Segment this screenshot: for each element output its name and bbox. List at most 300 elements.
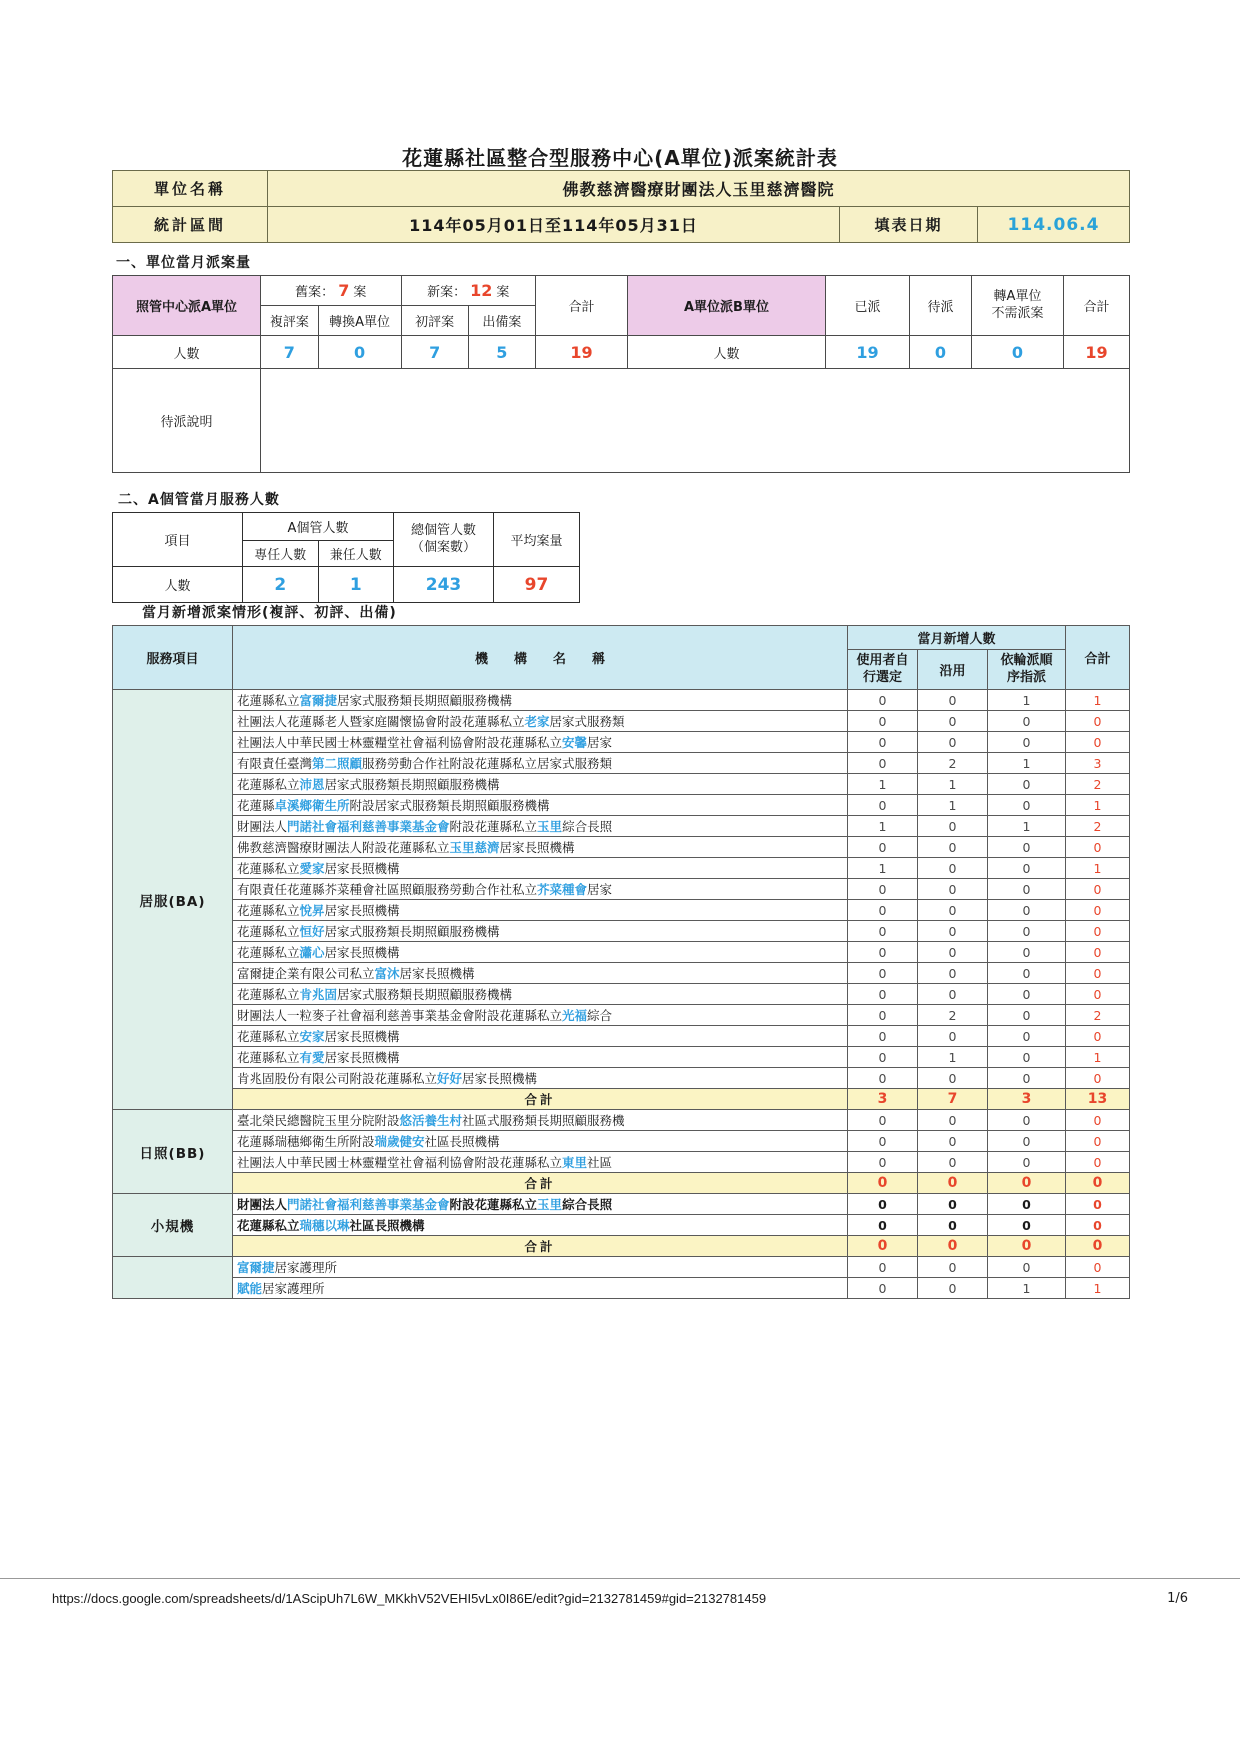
service-category-cell: 日照(BB) bbox=[113, 1110, 233, 1194]
count-rotation: 0 bbox=[988, 1026, 1066, 1047]
s1-note-value bbox=[261, 369, 1130, 473]
count-self-selected: 0 bbox=[848, 837, 918, 858]
subtotal-label: 合計 bbox=[233, 1089, 848, 1110]
count-continued: 1 bbox=[918, 795, 988, 816]
s1-total-label: 合計 bbox=[536, 276, 628, 336]
subtotal-label: 合計 bbox=[233, 1236, 848, 1257]
table-row bbox=[113, 879, 1130, 900]
count-total: 0 bbox=[1066, 879, 1130, 900]
count-rotation: 0 bbox=[988, 1257, 1066, 1278]
count-total: 0 bbox=[1066, 963, 1130, 984]
institution-name-text: 綜合長照 bbox=[562, 1197, 613, 1212]
institution-name-text: 居家 bbox=[587, 882, 613, 897]
table-header bbox=[113, 626, 1130, 690]
count-rotation: 0 bbox=[988, 837, 1066, 858]
count-continued: 0 bbox=[918, 1110, 988, 1131]
count-total: 0 bbox=[1066, 1026, 1130, 1047]
count-self-selected: 0 bbox=[848, 795, 918, 816]
count-continued: 0 bbox=[918, 858, 988, 879]
count-continued: 0 bbox=[918, 984, 988, 1005]
institution-name-text: 居家式服務類長期照顧服務機構 bbox=[324, 777, 500, 792]
table-row bbox=[113, 513, 580, 541]
table-row bbox=[113, 1131, 1130, 1152]
institution-name-cell bbox=[233, 1152, 848, 1173]
col-institution-name: 機 構 名 稱 bbox=[233, 626, 848, 690]
count-rotation: 0 bbox=[988, 1110, 1066, 1131]
s2-total-manager-line2: （個案數） bbox=[410, 539, 476, 555]
institution-name-highlight: 玉里 bbox=[537, 1197, 563, 1212]
count-total: 1 bbox=[1066, 690, 1130, 711]
s1-old-case-count: 7 bbox=[338, 281, 350, 300]
institution-name-text: 社區式服務類長期照顧服務機 bbox=[462, 1113, 625, 1128]
count-continued: 1 bbox=[918, 1047, 988, 1068]
count-self-selected: 0 bbox=[848, 921, 918, 942]
institution-name-text: 花蓮縣私立 bbox=[237, 903, 300, 918]
institution-name-highlight: 悅昇 bbox=[299, 903, 325, 918]
count-rotation: 0 bbox=[988, 921, 1066, 942]
institution-name-highlight: 沛恩 bbox=[299, 777, 325, 792]
subtotal-cont: 7 bbox=[918, 1089, 988, 1110]
count-self-selected: 0 bbox=[848, 1278, 918, 1299]
institution-name-cell bbox=[233, 942, 848, 963]
count-continued: 0 bbox=[918, 837, 988, 858]
count-rotation: 0 bbox=[988, 963, 1066, 984]
institution-name-cell bbox=[233, 1194, 848, 1215]
service-category-cell bbox=[113, 1257, 233, 1299]
institution-name-text: 社區長照機構 bbox=[424, 1134, 500, 1149]
count-continued: 0 bbox=[918, 1131, 988, 1152]
institution-name-cell bbox=[233, 1110, 848, 1131]
subtotal-total: 13 bbox=[1066, 1089, 1130, 1110]
institution-name-text: 社區長照機構 bbox=[349, 1218, 425, 1233]
table-row bbox=[113, 626, 1130, 650]
count-total: 0 bbox=[1066, 732, 1130, 753]
count-total: 0 bbox=[1066, 1068, 1130, 1089]
institution-name-text: 綜合長照 bbox=[562, 819, 613, 834]
count-rotation: 0 bbox=[988, 984, 1066, 1005]
page-footer bbox=[0, 1578, 1240, 1606]
s2-avg-label: 平均案量 bbox=[494, 513, 580, 567]
s1-subheader-0: 複評案 bbox=[261, 306, 319, 336]
count-total: 1 bbox=[1066, 1278, 1130, 1299]
count-total: 1 bbox=[1066, 858, 1130, 879]
count-continued: 0 bbox=[918, 711, 988, 732]
institution-name-cell bbox=[233, 774, 848, 795]
institution-name-highlight: 玉里 bbox=[537, 819, 563, 834]
count-total: 2 bbox=[1066, 816, 1130, 837]
institution-name-cell bbox=[233, 1215, 848, 1236]
count-self-selected: 0 bbox=[848, 1215, 918, 1236]
s1-b-value-1: 0 bbox=[910, 336, 972, 369]
institution-name-text: 花蓮縣私立 bbox=[237, 987, 300, 1002]
count-total: 0 bbox=[1066, 900, 1130, 921]
col-continued: 沿用 bbox=[918, 650, 988, 690]
count-rotation: 0 bbox=[988, 1047, 1066, 1068]
table-row bbox=[113, 1110, 1130, 1131]
count-total: 2 bbox=[1066, 774, 1130, 795]
count-continued: 1 bbox=[918, 774, 988, 795]
count-self-selected: 0 bbox=[848, 1026, 918, 1047]
count-continued: 0 bbox=[918, 1215, 988, 1236]
institution-name-cell bbox=[233, 900, 848, 921]
period-value: 114年05月01日至114年05月31日 bbox=[268, 207, 840, 243]
count-rotation: 0 bbox=[988, 732, 1066, 753]
table-row bbox=[113, 171, 1130, 207]
s1-value-3: 5 bbox=[468, 336, 535, 369]
subtotal-total: 0 bbox=[1066, 1236, 1130, 1257]
institution-name-highlight: 肯兆固 bbox=[299, 987, 338, 1002]
col-group-new-count: 當月新增人數 bbox=[848, 626, 1066, 650]
count-total: 0 bbox=[1066, 1257, 1130, 1278]
count-self-selected: 0 bbox=[848, 1194, 918, 1215]
table-row-subtotal bbox=[113, 1089, 1130, 1110]
institution-name-cell bbox=[233, 690, 848, 711]
count-rotation: 0 bbox=[988, 795, 1066, 816]
institution-name-cell bbox=[233, 1278, 848, 1299]
s2-fulltime-value: 2 bbox=[243, 567, 319, 603]
col-self-line2: 行選定 bbox=[862, 669, 902, 685]
col-rotation-assigned bbox=[988, 650, 1066, 690]
s1-transfer-label bbox=[972, 276, 1064, 336]
institution-name-text: 附設居家式服務類長期照顧服務機構 bbox=[349, 798, 550, 813]
institution-name-highlight: 瀟心 bbox=[299, 945, 325, 960]
s2-a-manager-label: A個管人數 bbox=[243, 513, 394, 541]
source-url: https://docs.google.com/spreadsheets/d/1AScipUh7L6W_MKkhV52VEHI5vLx0I86E/edit?gid=2132781459#gid=2132781459 bbox=[52, 1591, 767, 1606]
s1-subheader-3: 出備案 bbox=[468, 306, 535, 336]
institution-name-text: 社團法人花蓮縣老人暨家庭關懷協會附設花蓮縣私立 bbox=[237, 714, 525, 729]
institution-name-highlight: 安馨 bbox=[562, 735, 588, 750]
count-continued: 0 bbox=[918, 942, 988, 963]
s1-b-value-0: 19 bbox=[826, 336, 910, 369]
dispatch-detail-table bbox=[112, 625, 1130, 1299]
table-row bbox=[113, 690, 1130, 711]
institution-name-text: 居家式服務類長期照顧服務機構 bbox=[324, 924, 500, 939]
table-row bbox=[113, 1257, 1130, 1278]
col-rotation-line1: 依輪派順 bbox=[1000, 653, 1053, 669]
table-row bbox=[113, 1215, 1130, 1236]
institution-name-text: 有限責任臺灣 bbox=[237, 756, 313, 771]
section1-table bbox=[112, 275, 1130, 473]
institution-name-text: 財團法人 bbox=[237, 819, 288, 834]
s2-total-manager-label bbox=[394, 513, 494, 567]
institution-name-cell bbox=[233, 1005, 848, 1026]
table-row bbox=[113, 774, 1130, 795]
institution-name-highlight: 好好 bbox=[437, 1071, 463, 1086]
institution-name-cell bbox=[233, 816, 848, 837]
count-continued: 0 bbox=[918, 1257, 988, 1278]
s1-b-total-label: 合計 bbox=[1064, 276, 1130, 336]
count-total: 3 bbox=[1066, 753, 1130, 774]
table-row bbox=[113, 1047, 1130, 1068]
table-row bbox=[113, 1152, 1130, 1173]
count-total: 0 bbox=[1066, 942, 1130, 963]
count-total: 0 bbox=[1066, 984, 1130, 1005]
s2-parttime-label: 兼任人數 bbox=[318, 541, 394, 567]
count-self-selected: 0 bbox=[848, 1257, 918, 1278]
count-rotation: 0 bbox=[988, 879, 1066, 900]
institution-name-cell bbox=[233, 1257, 848, 1278]
count-continued: 0 bbox=[918, 816, 988, 837]
count-rotation: 0 bbox=[988, 1215, 1066, 1236]
table-row bbox=[113, 900, 1130, 921]
table-row bbox=[113, 816, 1130, 837]
count-continued: 2 bbox=[918, 753, 988, 774]
s2-item-label: 項目 bbox=[113, 513, 243, 567]
count-self-selected: 1 bbox=[848, 816, 918, 837]
institution-name-highlight: 瑞穗以琳 bbox=[299, 1218, 350, 1233]
institution-name-text: 社團法人中華民國士林靈糧堂社會福利協會附設花蓮縣私立 bbox=[237, 735, 563, 750]
count-self-selected: 0 bbox=[848, 732, 918, 753]
s1-value-0: 7 bbox=[261, 336, 319, 369]
institution-name-text: 居家 bbox=[587, 735, 613, 750]
period-label: 統計區間 bbox=[113, 207, 268, 243]
count-rotation: 0 bbox=[988, 858, 1066, 879]
count-continued: 0 bbox=[918, 879, 988, 900]
table-row bbox=[113, 795, 1130, 816]
count-continued: 0 bbox=[918, 963, 988, 984]
institution-name-highlight: 賦能 bbox=[237, 1281, 263, 1296]
s1-value-1: 0 bbox=[318, 336, 401, 369]
count-rotation: 0 bbox=[988, 1194, 1066, 1215]
count-self-selected: 1 bbox=[848, 858, 918, 879]
institution-name-cell bbox=[233, 879, 848, 900]
s1-transfer-label-line2: 不需派案 bbox=[991, 305, 1044, 321]
institution-name-text: 附設花蓮縣私立 bbox=[449, 819, 538, 834]
count-rotation: 1 bbox=[988, 1278, 1066, 1299]
institution-name-text: 社團法人中華民國士林靈糧堂社會福利協會附設花蓮縣私立 bbox=[237, 1155, 563, 1170]
institution-name-highlight: 恒好 bbox=[299, 924, 325, 939]
count-total: 0 bbox=[1066, 1110, 1130, 1131]
table-row bbox=[113, 1026, 1130, 1047]
institution-name-text: 肯兆固股份有限公司附設花蓮縣私立 bbox=[237, 1071, 438, 1086]
subtotal-label: 合計 bbox=[233, 1173, 848, 1194]
institution-name-text: 居家護理所 bbox=[262, 1281, 325, 1296]
table-row bbox=[113, 567, 580, 603]
table-row bbox=[113, 753, 1130, 774]
institution-name-cell bbox=[233, 837, 848, 858]
institution-name-cell bbox=[233, 795, 848, 816]
count-self-selected: 0 bbox=[848, 753, 918, 774]
count-total: 2 bbox=[1066, 1005, 1130, 1026]
table-row bbox=[113, 1005, 1130, 1026]
subtotal-cont: 0 bbox=[918, 1173, 988, 1194]
count-rotation: 1 bbox=[988, 690, 1066, 711]
table-row bbox=[113, 207, 1130, 243]
section3-caption: 當月新增派案情形(複評、初評、出備) bbox=[142, 605, 397, 621]
s1-pending-label: 待派 bbox=[910, 276, 972, 336]
institution-name-text: 花蓮縣私立 bbox=[237, 1029, 300, 1044]
table-row bbox=[113, 369, 1130, 473]
institution-name-highlight: 芥菜種會 bbox=[537, 882, 588, 897]
count-self-selected: 0 bbox=[848, 711, 918, 732]
institution-name-text: 花蓮縣私立 bbox=[237, 777, 300, 792]
table-row-subtotal bbox=[113, 1236, 1130, 1257]
s1-value-2: 7 bbox=[401, 336, 468, 369]
institution-name-text: 花蓮縣私立 bbox=[237, 945, 300, 960]
institution-name-highlight: 有愛 bbox=[299, 1050, 325, 1065]
institution-name-cell bbox=[233, 753, 848, 774]
s1-dispatched-label: 已派 bbox=[826, 276, 910, 336]
institution-name-text: 居家長照機構 bbox=[399, 966, 475, 981]
table-row-subtotal bbox=[113, 1173, 1130, 1194]
count-continued: 0 bbox=[918, 921, 988, 942]
table-row bbox=[113, 1278, 1130, 1299]
institution-name-text: 居家長照機構 bbox=[324, 1029, 400, 1044]
table-row bbox=[113, 963, 1130, 984]
count-self-selected: 0 bbox=[848, 1131, 918, 1152]
institution-name-text: 附設花蓮縣私立 bbox=[449, 1197, 538, 1212]
page-number: 1/6 bbox=[1167, 1591, 1188, 1606]
count-continued: 0 bbox=[918, 1026, 988, 1047]
col-self-line1: 使用者自 bbox=[856, 653, 909, 669]
institution-name-text: 花蓮縣私立 bbox=[237, 693, 300, 708]
unit-name-value: 佛教慈濟醫療財團法人玉里慈濟醫院 bbox=[268, 171, 1130, 207]
s1-subheader-1: 轉換A單位 bbox=[318, 306, 401, 336]
count-self-selected: 0 bbox=[848, 1047, 918, 1068]
s2-avg-cases-value: 97 bbox=[494, 567, 580, 603]
institution-name-text: 花蓮縣 bbox=[237, 798, 275, 813]
count-self-selected: 0 bbox=[848, 1152, 918, 1173]
count-rotation: 1 bbox=[988, 816, 1066, 837]
table-row bbox=[113, 942, 1130, 963]
institution-name-text: 居家式服務類 bbox=[549, 714, 625, 729]
count-continued: 0 bbox=[918, 1068, 988, 1089]
count-self-selected: 0 bbox=[848, 1068, 918, 1089]
s1-old-case-unit: 案 bbox=[353, 285, 367, 300]
count-total: 0 bbox=[1066, 1215, 1130, 1236]
institution-name-cell bbox=[233, 711, 848, 732]
s1-b-unit-label: A單位派B單位 bbox=[628, 276, 826, 336]
institution-name-highlight: 愛家 bbox=[299, 861, 325, 876]
page-title: 花蓮縣社區整合型服務中心(A單位)派案統計表 bbox=[402, 146, 838, 170]
count-rotation: 0 bbox=[988, 1152, 1066, 1173]
count-total: 1 bbox=[1066, 1047, 1130, 1068]
institution-name-text: 服務勞動合作社附設花蓮縣私立居家式服務類 bbox=[362, 756, 613, 771]
institution-name-text: 居家長照機構 bbox=[324, 903, 400, 918]
institution-name-text: 有限責任花蓮縣芥菜種會社區照顧服務勞動合作社私立 bbox=[237, 882, 538, 897]
s1-old-case-cell bbox=[261, 276, 402, 306]
s2-total-cases-value: 243 bbox=[394, 567, 494, 603]
count-continued: 0 bbox=[918, 1278, 988, 1299]
count-continued: 0 bbox=[918, 690, 988, 711]
section1-caption: 一、單位當月派案量 bbox=[116, 255, 251, 271]
count-continued: 0 bbox=[918, 900, 988, 921]
institution-name-highlight: 富沐 bbox=[374, 966, 400, 981]
s1-note-label: 待派說明 bbox=[113, 369, 261, 473]
s2-parttime-value: 1 bbox=[318, 567, 394, 603]
count-continued: 2 bbox=[918, 1005, 988, 1026]
count-rotation: 0 bbox=[988, 711, 1066, 732]
institution-name-highlight: 東里 bbox=[562, 1155, 588, 1170]
institution-name-highlight: 安家 bbox=[299, 1029, 325, 1044]
count-total: 0 bbox=[1066, 1152, 1130, 1173]
institution-name-highlight: 門諾社會福利慈善事業基金會 bbox=[287, 1197, 450, 1212]
s1-b-total-value: 19 bbox=[1064, 336, 1130, 369]
s1-total-value: 19 bbox=[536, 336, 628, 369]
document-header-table bbox=[112, 170, 1130, 243]
table-body bbox=[113, 690, 1130, 1299]
count-self-selected: 0 bbox=[848, 690, 918, 711]
institution-name-highlight: 富爾捷 bbox=[299, 693, 338, 708]
institution-name-cell bbox=[233, 921, 848, 942]
count-total: 1 bbox=[1066, 795, 1130, 816]
table-row bbox=[113, 1194, 1130, 1215]
service-category-cell: 小規機 bbox=[113, 1194, 233, 1257]
institution-name-text: 居家長照機構 bbox=[324, 945, 400, 960]
institution-name-cell bbox=[233, 858, 848, 879]
institution-name-cell bbox=[233, 1026, 848, 1047]
count-rotation: 0 bbox=[988, 1068, 1066, 1089]
subtotal-rot: 0 bbox=[988, 1236, 1066, 1257]
count-total: 0 bbox=[1066, 837, 1130, 858]
table-row bbox=[113, 336, 1130, 369]
count-total: 0 bbox=[1066, 711, 1130, 732]
institution-name-text: 綜合 bbox=[587, 1008, 613, 1023]
institution-name-cell bbox=[233, 1131, 848, 1152]
institution-name-highlight: 光福 bbox=[562, 1008, 588, 1023]
institution-name-highlight: 悠活養生村 bbox=[399, 1113, 463, 1128]
institution-name-cell bbox=[233, 963, 848, 984]
table-row bbox=[113, 921, 1130, 942]
institution-name-text: 居家護理所 bbox=[274, 1260, 338, 1275]
s1-new-case-count: 12 bbox=[470, 281, 493, 300]
count-rotation: 0 bbox=[988, 900, 1066, 921]
table-row bbox=[113, 276, 1130, 306]
fill-date-value: 114.06.4 bbox=[978, 207, 1130, 243]
section2-caption: 二、A個管當月服務人數 bbox=[118, 492, 280, 508]
institution-name-text: 居家長照機構 bbox=[324, 861, 400, 876]
institution-name-highlight: 門諾社會福利慈善事業基金會 bbox=[287, 819, 450, 834]
count-rotation: 1 bbox=[988, 753, 1066, 774]
institution-name-text: 花蓮縣私立 bbox=[237, 1050, 300, 1065]
institution-name-highlight: 玉里慈濟 bbox=[449, 840, 500, 855]
institution-name-cell bbox=[233, 1068, 848, 1089]
col-service-item: 服務項目 bbox=[113, 626, 233, 690]
s1-b-value-2: 0 bbox=[972, 336, 1064, 369]
institution-name-cell bbox=[233, 732, 848, 753]
s1-new-case-cell bbox=[401, 276, 535, 306]
count-rotation: 0 bbox=[988, 1005, 1066, 1026]
institution-name-text: 居家式服務類長期照顧服務機構 bbox=[337, 693, 513, 708]
institution-name-text: 花蓮縣私立 bbox=[237, 924, 300, 939]
table-row bbox=[113, 732, 1130, 753]
institution-name-cell bbox=[233, 984, 848, 1005]
institution-name-cell bbox=[233, 1047, 848, 1068]
count-rotation: 0 bbox=[988, 942, 1066, 963]
institution-name-highlight: 瑞歲健安 bbox=[374, 1134, 425, 1149]
s1-new-case-unit: 案 bbox=[496, 285, 510, 300]
subtotal-self: 3 bbox=[848, 1089, 918, 1110]
table-row bbox=[113, 1068, 1130, 1089]
institution-name-highlight: 老家 bbox=[524, 714, 550, 729]
table-row bbox=[113, 858, 1130, 879]
count-continued: 0 bbox=[918, 1152, 988, 1173]
unit-name-label: 單位名稱 bbox=[113, 171, 268, 207]
institution-name-highlight: 卓溪鄉衛生所 bbox=[274, 798, 350, 813]
count-self-selected: 0 bbox=[848, 942, 918, 963]
table-row bbox=[113, 837, 1130, 858]
count-self-selected: 0 bbox=[848, 900, 918, 921]
section2-table bbox=[112, 512, 580, 603]
institution-name-text: 居家長照機構 bbox=[324, 1050, 400, 1065]
s2-fulltime-label: 專任人數 bbox=[243, 541, 319, 567]
institution-name-text: 居家長照機構 bbox=[462, 1071, 538, 1086]
subtotal-total: 0 bbox=[1066, 1173, 1130, 1194]
s2-total-manager-line1: 總個管人數 bbox=[410, 522, 476, 538]
institution-name-text: 社區 bbox=[587, 1155, 613, 1170]
col-total: 合計 bbox=[1066, 626, 1130, 690]
count-total: 0 bbox=[1066, 1194, 1130, 1215]
